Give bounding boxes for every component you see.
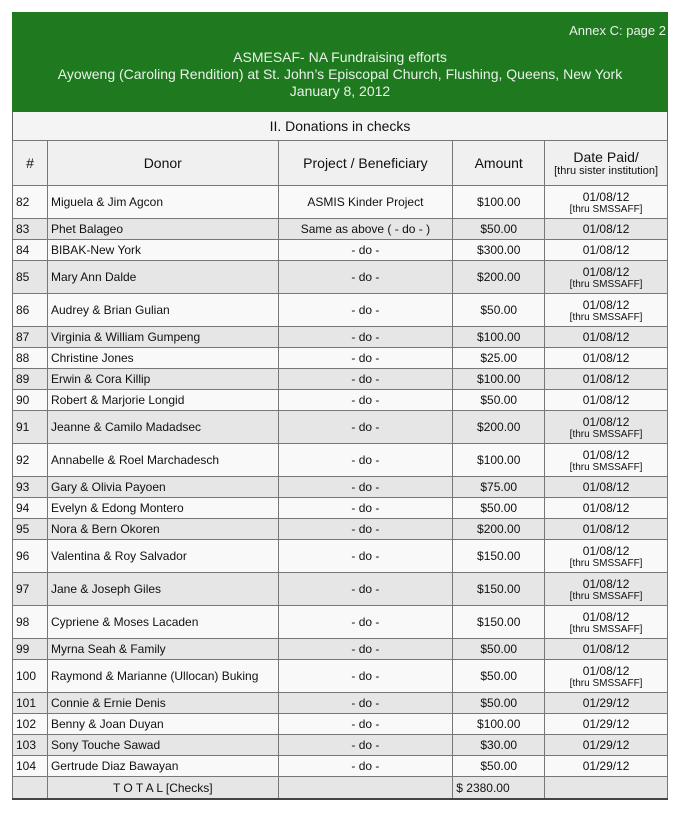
table-row (13, 714, 668, 735)
row-donor: Cypriene & Moses Lacaden (47, 606, 278, 639)
row-date-value: 01/08/12 (582, 372, 630, 386)
row-donor: Jeanne & Camilo Madadsec (47, 411, 278, 444)
row-amount: $150.00 (453, 573, 545, 606)
row-num: 98 (13, 606, 48, 639)
row-project: - do - (278, 477, 453, 498)
row-project: Same as above ( - do - ) (278, 219, 453, 240)
row-project: ASMIS Kinder Project (278, 186, 453, 219)
row-date (545, 573, 668, 606)
row-date (545, 756, 668, 777)
row-date (545, 477, 668, 498)
table-row (13, 444, 668, 477)
doc-title: ASMESAF- NA Fundraising efforts (233, 49, 447, 65)
row-project: - do - (278, 294, 453, 327)
total-blank (13, 777, 48, 800)
row-date (545, 186, 668, 219)
row-project: - do - (278, 519, 453, 540)
row-date (545, 660, 668, 693)
row-amount: $100.00 (453, 369, 545, 390)
row-donor: Gertrude Diaz Bawayan (47, 756, 278, 777)
row-amount: $50.00 (453, 639, 545, 660)
table-row (13, 573, 668, 606)
table-row (13, 639, 668, 660)
col-project: Project / Beneficiary (278, 141, 453, 186)
table-row (13, 390, 668, 411)
row-num: 82 (13, 186, 48, 219)
table-row (13, 756, 668, 777)
row-num: 99 (13, 639, 48, 660)
row-amount: $75.00 (453, 477, 545, 498)
row-date-value: 01/08/12 (582, 576, 630, 591)
row-project: - do - (278, 240, 453, 261)
table-row (13, 606, 668, 639)
row-donor: Audrey & Brian Gulian (47, 294, 278, 327)
row-amount: $50.00 (453, 498, 545, 519)
row-date (545, 714, 668, 735)
table-row (13, 519, 668, 540)
table-row (13, 540, 668, 573)
row-num: 88 (13, 348, 48, 369)
row-date (545, 390, 668, 411)
row-num: 102 (13, 714, 48, 735)
row-date (545, 411, 668, 444)
row-date (545, 327, 668, 348)
row-project: - do - (278, 735, 453, 756)
row-date-value: 01/08/12 (582, 609, 630, 624)
row-date-value: 01/08/12 (582, 393, 630, 407)
row-date (545, 240, 668, 261)
total-label: T O T A L [Checks] (47, 777, 278, 800)
row-amount: $200.00 (453, 519, 545, 540)
row-project: - do - (278, 756, 453, 777)
table-row (13, 261, 668, 294)
col-num: # (13, 141, 48, 186)
row-num: 85 (13, 261, 48, 294)
row-num: 92 (13, 444, 48, 477)
row-donor: Raymond & Marianne (Ullocan) Buking (47, 660, 278, 693)
row-date-value: 01/08/12 (582, 543, 630, 558)
row-date-value: 01/08/12 (582, 264, 630, 279)
row-date-value: 01/29/12 (582, 738, 630, 752)
row-date-note: [thru SMSSAFF] (569, 590, 643, 602)
row-amount: $100.00 (453, 327, 545, 348)
row-date-value: 01/08/12 (582, 351, 630, 365)
row-amount: $150.00 (453, 540, 545, 573)
row-date-value: 01/08/12 (582, 330, 630, 344)
row-amount: $25.00 (453, 348, 545, 369)
row-amount: $150.00 (453, 606, 545, 639)
table-row (13, 411, 668, 444)
row-donor: Nora & Bern Okoren (47, 519, 278, 540)
row-date (545, 540, 668, 573)
row-donor: Erwin & Cora Killip (47, 369, 278, 390)
row-project: - do - (278, 348, 453, 369)
col-donor: Donor (47, 141, 278, 186)
row-amount: $50.00 (453, 693, 545, 714)
row-project: - do - (278, 411, 453, 444)
table-row (13, 240, 668, 261)
row-date (545, 735, 668, 756)
row-project: - do - (278, 369, 453, 390)
table-row (13, 369, 668, 390)
row-num: 97 (13, 573, 48, 606)
row-amount: $50.00 (453, 219, 545, 240)
row-date (545, 348, 668, 369)
donations-table (12, 140, 668, 800)
doc-subtitle: Ayoweng (Caroling Rendition) at St. John’s Episcopal Church, Flushing, Queens, New York (57, 66, 623, 82)
row-num: 95 (13, 519, 48, 540)
row-num: 83 (13, 219, 48, 240)
row-date-value: 01/08/12 (582, 663, 630, 678)
total-blank (278, 777, 453, 800)
table-row (13, 186, 668, 219)
row-project: - do - (278, 261, 453, 294)
header-banner (12, 12, 668, 112)
row-donor: Robert & Marjorie Longid (47, 390, 278, 411)
row-donor: Valentina & Roy Salvador (47, 540, 278, 573)
document (12, 12, 668, 800)
row-donor: Jane & Joseph Giles (47, 573, 278, 606)
row-date-value: 01/08/12 (582, 222, 630, 236)
row-date (545, 444, 668, 477)
table-row (13, 477, 668, 498)
row-num: 89 (13, 369, 48, 390)
col-date (545, 141, 668, 186)
total-row (13, 777, 668, 800)
row-date-value: 01/08/12 (582, 447, 630, 462)
row-amount: $300.00 (453, 240, 545, 261)
row-num: 84 (13, 240, 48, 261)
row-amount: $50.00 (453, 390, 545, 411)
table-row (13, 660, 668, 693)
row-donor: Connie & Ernie Denis (47, 693, 278, 714)
total-amount: $ 2380.00 (453, 777, 545, 800)
row-project: - do - (278, 327, 453, 348)
row-date-value: 01/29/12 (582, 696, 630, 710)
table-row (13, 327, 668, 348)
row-donor: Annabelle & Roel Marchadesch (47, 444, 278, 477)
row-donor: Virginia & William Gumpeng (47, 327, 278, 348)
row-date-note: [thru SMSSAFF] (569, 203, 643, 215)
row-date-value: 01/29/12 (582, 759, 630, 773)
row-date-value: 01/08/12 (582, 189, 630, 204)
row-num: 91 (13, 411, 48, 444)
row-donor: Sony Touche Sawad (47, 735, 278, 756)
row-date (545, 498, 668, 519)
row-donor: Christine Jones (47, 348, 278, 369)
row-donor: Phet Balageo (47, 219, 278, 240)
row-project: - do - (278, 714, 453, 735)
annex-label: Annex C: page 2 (569, 23, 666, 38)
row-amount: $100.00 (453, 444, 545, 477)
row-date-value: 01/08/12 (582, 522, 630, 536)
row-amount: $100.00 (453, 714, 545, 735)
row-project: - do - (278, 498, 453, 519)
row-project: - do - (278, 606, 453, 639)
row-date (545, 219, 668, 240)
row-date (545, 606, 668, 639)
row-amount: $50.00 (453, 660, 545, 693)
row-num: 86 (13, 294, 48, 327)
row-date-note: [thru SMSSAFF] (569, 428, 643, 440)
row-date-value: 01/08/12 (582, 480, 630, 494)
row-num: 94 (13, 498, 48, 519)
row-date (545, 369, 668, 390)
row-date-note: [thru SMSSAFF] (569, 677, 643, 689)
row-amount: $50.00 (453, 756, 545, 777)
row-date (545, 639, 668, 660)
row-num: 96 (13, 540, 48, 573)
row-amount: $200.00 (453, 411, 545, 444)
table-row (13, 219, 668, 240)
table-row (13, 735, 668, 756)
row-date-note: [thru SMSSAFF] (569, 311, 643, 323)
col-amount: Amount (453, 141, 545, 186)
col-date-label: Date Paid/ (573, 149, 639, 165)
row-project: - do - (278, 693, 453, 714)
row-num: 93 (13, 477, 48, 498)
row-date-note: [thru SMSSAFF] (569, 557, 643, 569)
table-row (13, 348, 668, 369)
row-num: 100 (13, 660, 48, 693)
doc-date: January 8, 2012 (289, 83, 391, 99)
row-donor: Mary Ann Dalde (47, 261, 278, 294)
row-donor: Miguela & Jim Agcon (47, 186, 278, 219)
row-num: 103 (13, 735, 48, 756)
row-num: 87 (13, 327, 48, 348)
row-num: 104 (13, 756, 48, 777)
row-project: - do - (278, 390, 453, 411)
row-donor: Myrna Seah & Family (47, 639, 278, 660)
row-date-value: 01/29/12 (582, 717, 630, 731)
row-date-value: 01/08/12 (582, 501, 630, 515)
table-row (13, 498, 668, 519)
row-date (545, 294, 668, 327)
row-project: - do - (278, 660, 453, 693)
table-row (13, 294, 668, 327)
row-amount: $200.00 (453, 261, 545, 294)
row-donor: BIBAK-New York (47, 240, 278, 261)
row-donor: Gary & Olivia Payoen (47, 477, 278, 498)
total-blank (545, 777, 668, 800)
row-amount: $30.00 (453, 735, 545, 756)
col-date-sub: [thru sister institution] (554, 165, 659, 177)
row-date-value: 01/08/12 (582, 297, 630, 312)
row-date (545, 519, 668, 540)
row-project: - do - (278, 573, 453, 606)
table-row (13, 693, 668, 714)
row-num: 90 (13, 390, 48, 411)
row-donor: Evelyn & Edong Montero (47, 498, 278, 519)
row-date-note: [thru SMSSAFF] (569, 623, 643, 635)
row-date-value: 01/08/12 (582, 243, 630, 257)
row-project: - do - (278, 639, 453, 660)
row-num: 101 (13, 693, 48, 714)
row-date-value: 01/08/12 (582, 642, 630, 656)
row-date (545, 261, 668, 294)
row-donor: Benny & Joan Duyan (47, 714, 278, 735)
row-date-note: [thru SMSSAFF] (569, 278, 643, 290)
row-date (545, 693, 668, 714)
section-title: II. Donations in checks (12, 112, 668, 140)
row-date-note: [thru SMSSAFF] (569, 461, 643, 473)
row-amount: $50.00 (453, 294, 545, 327)
row-date-value: 01/08/12 (582, 414, 630, 429)
row-project: - do - (278, 540, 453, 573)
row-project: - do - (278, 444, 453, 477)
row-amount: $100.00 (453, 186, 545, 219)
